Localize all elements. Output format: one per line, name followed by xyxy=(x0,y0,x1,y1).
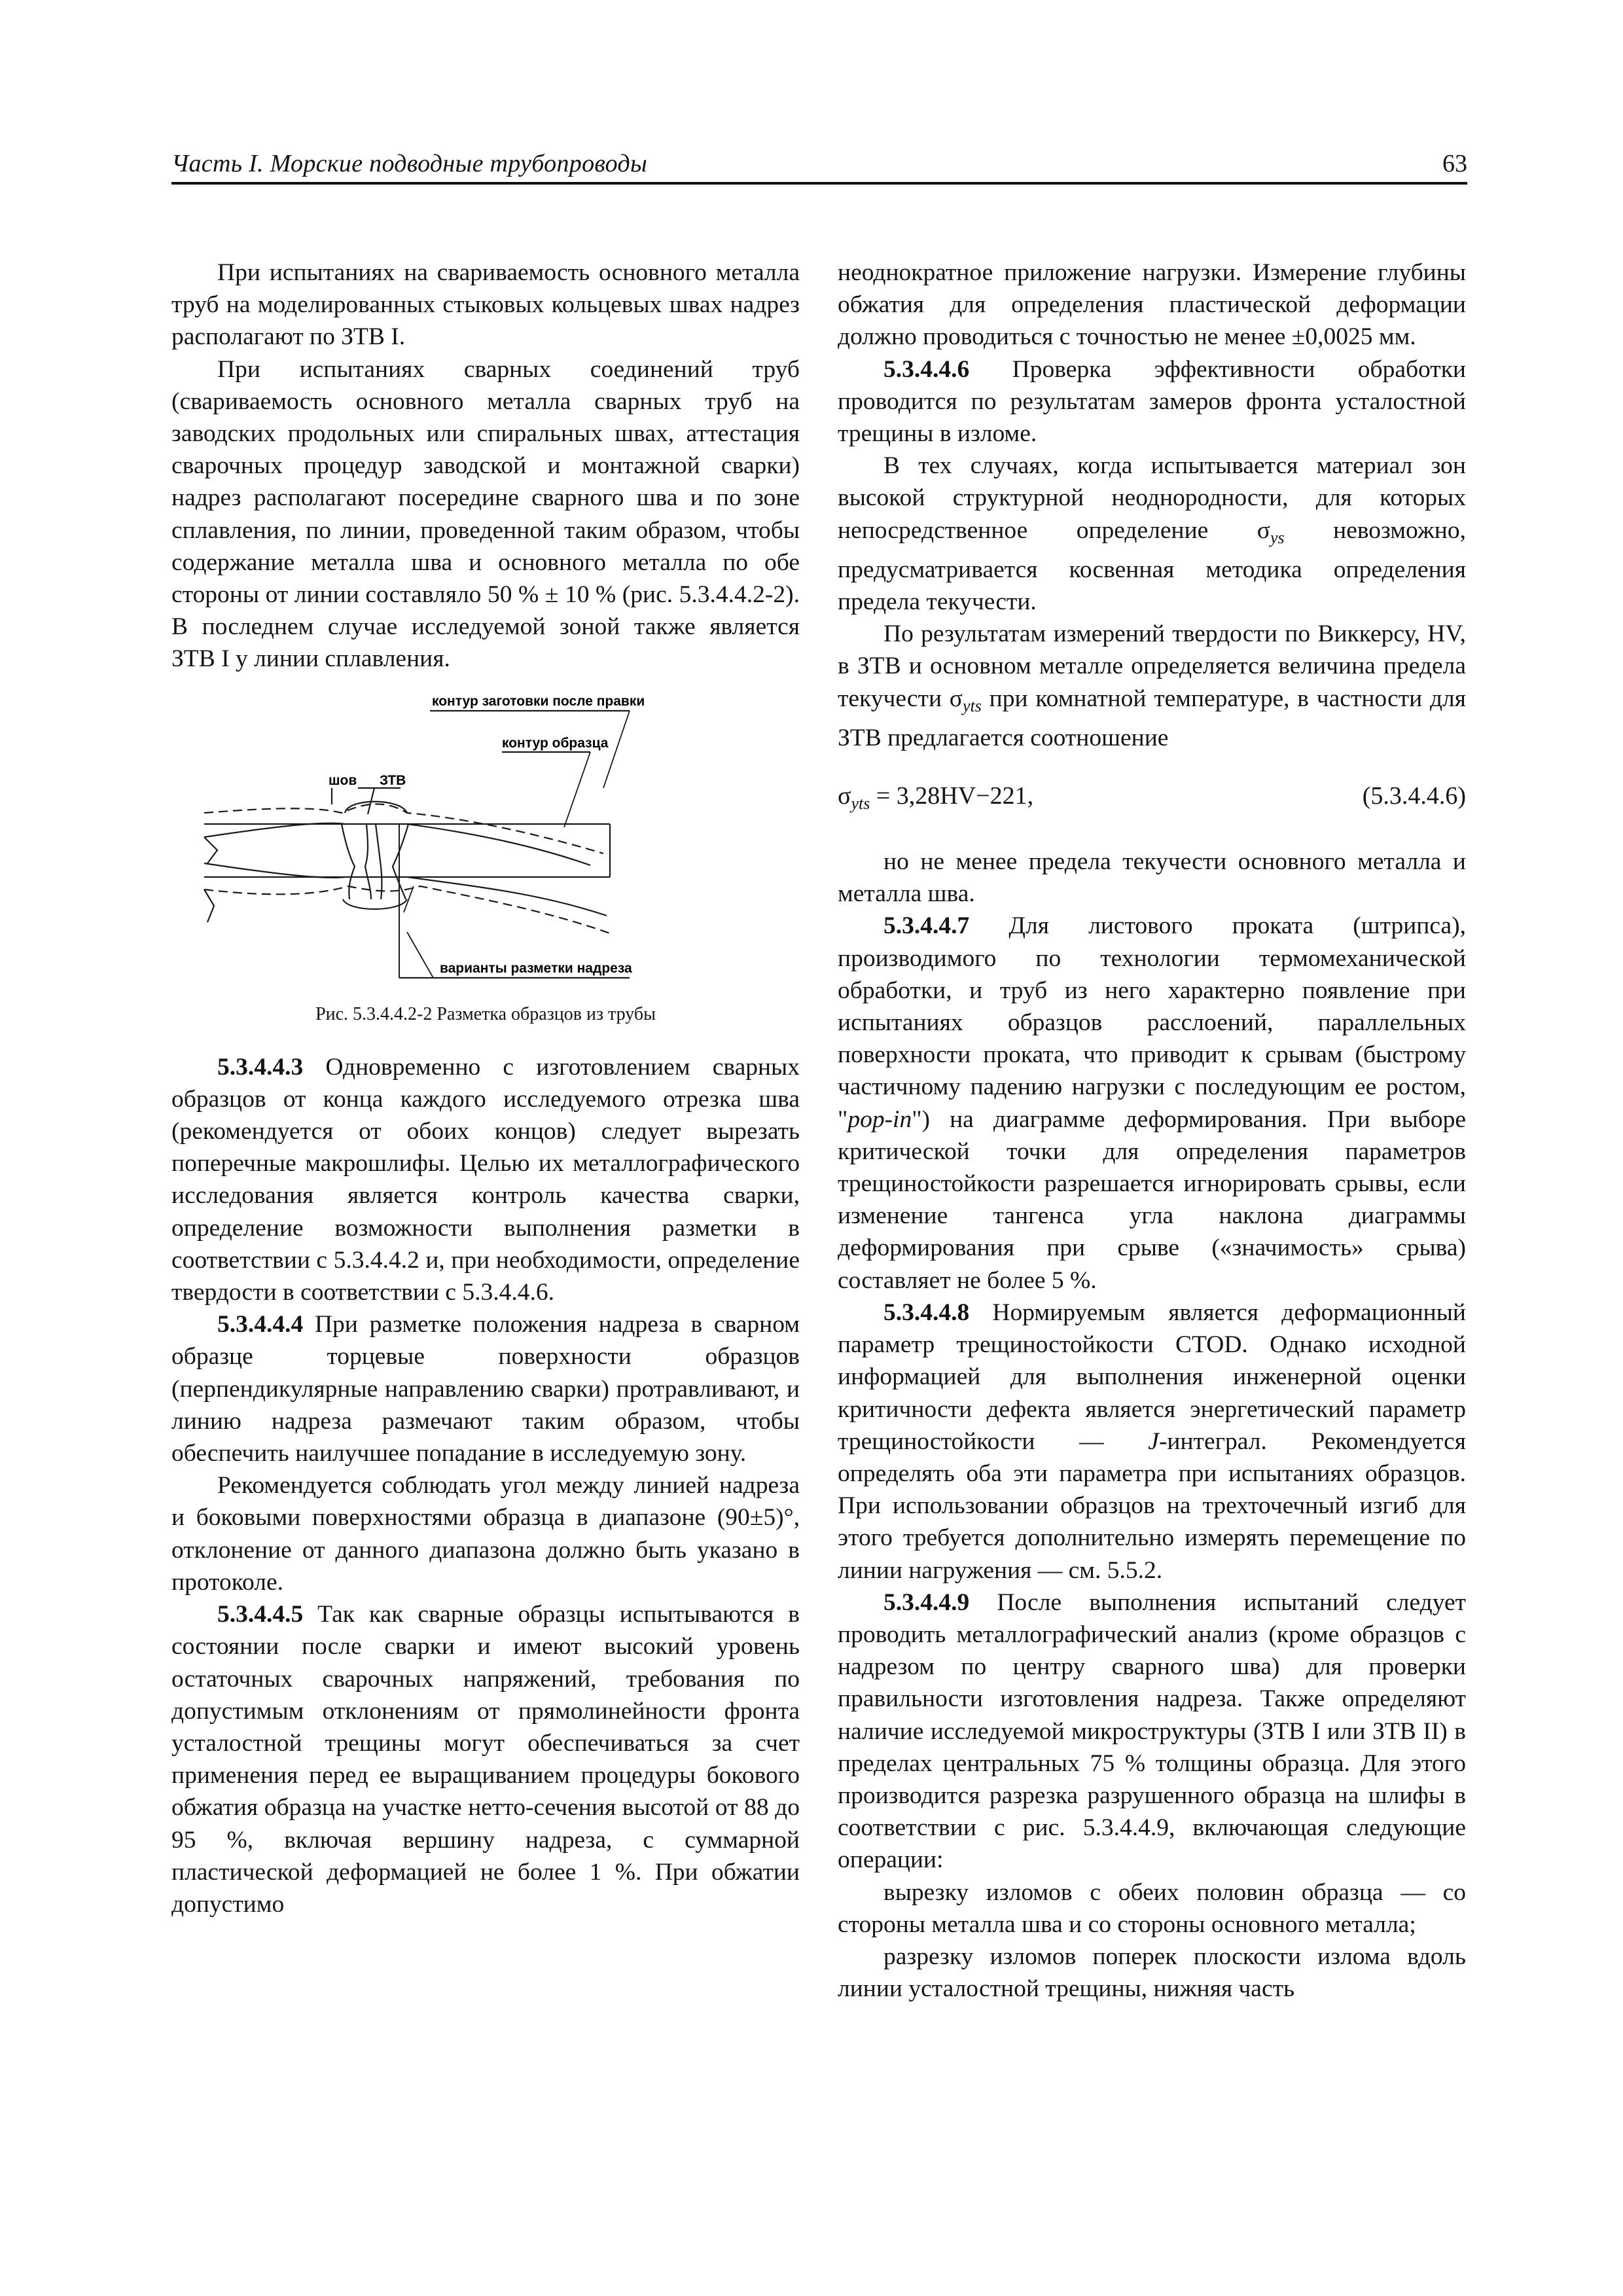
running-title: Часть I. Морские подводные трубопроводы xyxy=(171,150,648,177)
clause-number: 5.3.4.4.9 xyxy=(883,1588,970,1616)
left-column xyxy=(171,257,800,1920)
paragraph: Рекомендуется соблюдать угол между линией надреза и боковыми поверхностями образца в диапазоне (90±5)°, отклонение от данного диапазона должно быть указано в протоколе. xyxy=(171,1472,800,1596)
page-number: 63 xyxy=(1442,150,1467,177)
formula-number: (5.3.4.4.6) xyxy=(1362,782,1466,810)
figure-specimen-marking xyxy=(171,690,800,997)
clause-number: 5.3.4.4.5 xyxy=(217,1601,304,1628)
label-haz: ЗТВ xyxy=(380,772,406,788)
paragraph-text: Так как сварные образцы испытываются в состоянии после сварки и имеют высокий уровень остаточных сварочных напряжений, требования по допустимым отклонениям от прямолинейности фронта усталостной трещины могут обеспечиваться за счет применения перед ее выращиванием процедуры бокового обжатия образца на участке нетто-сечения высотой от 88 до 95 %, включая вершину надреза, с суммарной пластической деформацией не более 1 %. При обжатии допустимо xyxy=(171,1601,800,1918)
clause-number: 5.3.4.4.6 xyxy=(883,355,970,383)
label-weld: шов xyxy=(329,772,357,788)
page-header xyxy=(171,145,1467,185)
paragraph-text: Одновременно с изготовлением сварных образцов от конца каждого исследуемого отрезка шва (рекомендуется от обоих концов) следует вырезать поперечные макрошлифы. Целью их металлографического исследования является контроль качества сварки, определение возможности выполнения разметки в соответствии с 5.3.4.4.2 и, при необходимости, определение твердости в соответствии с 5.3.4.4.6. xyxy=(171,1053,800,1306)
paragraph-5-3-4-4-9 xyxy=(838,1587,1466,1876)
label-notch-variants: варианты разметки надреза xyxy=(440,960,632,976)
clause-number: 5.3.4.4.4 xyxy=(217,1311,304,1338)
paragraph: неоднократное приложение нагрузки. Измерение глубины обжатия для определения пластической деформации должно проводиться с точностью не менее ±0,0025 мм. xyxy=(838,259,1466,351)
label-blank-contour: контур заготовки после правки xyxy=(432,693,645,709)
pipe-section-diagram xyxy=(171,690,800,997)
figure-caption: Рис. 5.3.4.4.2-2 Разметка образцов из трубы xyxy=(315,1003,656,1024)
clause-number: 5.3.4.4.7 xyxy=(883,912,970,940)
paragraph-5-3-4-4-5 xyxy=(171,1598,800,1920)
paragraph-text: Проверка эффективности обработки проводится по результатам замеров фронта усталостной трещины в изломе. xyxy=(838,355,1466,448)
paragraph-text: При разметке положения надреза в сварном образце торцевые поверхности образцов (перпендикулярные направлению сварки) протравливают, и линию надреза размечают таким образом, чтобы обеспечить наилучшее попадание в исследуемую зону. xyxy=(171,1311,800,1467)
clause-number: 5.3.4.4.8 xyxy=(883,1299,970,1326)
list-item: вырезку изломов с обеих половин образца — со стороны металла шва и со стороны основного металла; xyxy=(838,1878,1466,1938)
paragraph: но не менее предела текучести основного металла и металла шва. xyxy=(838,848,1466,908)
formula-5-3-4-4-6 xyxy=(838,762,1466,840)
paragraph-text: После выполнения испытаний следует проводить металлографический анализ (кроме образцов с надрезом по центру сварного шва) для проверки правильности изготовления надреза. Также определяют наличие исследуемой микроструктуры (ЗТВ I или ЗТВ II) в пределах центральных 75 % толщины образца. Для этого производится разрезка разрушенного образца на шлифы в соответствии с рис. 5.3.4.4.9, включающая следующие операции: xyxy=(838,1588,1466,1874)
list-item: разрезку изломов поперек плоскости излома вдоль линии усталостной трещины, нижняя часть xyxy=(838,1943,1466,2003)
paragraph: При испытаниях сварных соединений труб (свариваемость основного металла сварных труб на заводских продольных или спиральных швах, аттестация сварочных процедур заводской и монтажной сварки) надрез располагают посередине сварного шва и по зоне сплавления, по линии, проведенной таким образом, чтобы содержание металла шва и основного металла по обе стороны от линии составляло 50 % ± 10 % (рис. 5.3.4.4.2-2). В последнем случае исследуемой зоной также является ЗТВ I у линии сплавления. xyxy=(171,355,800,673)
paragraph-5-3-4-4-3 xyxy=(171,1051,800,1309)
right-column xyxy=(838,257,1466,2005)
paragraph: В тех случаях, когда испытывается материал зон высокой структурной неоднородности, для которых непосредственное определение $\sigma_{ys}$ невозможно, предусматривается косвенная методика определения предела текучести. xyxy=(838,452,1466,616)
paragraph-5-3-4-4-7: 5.3.4.4.7 Для листового проката (штрипса), производимого по технологии термомеханической обработки, и труб из него характерно появление при испытаниях образцов расслоений, параллельных поверхности проката, что приводит к срывам (быстрому частичному падению нагрузки с последующим ее ростом, "pop-in") на диаграмме деформирования. При выборе критической точки для определения параметров трещиностойкости разрешается игнорировать срывы, если изменение тангенса угла наклона диаграммы деформирования при срыве («значимость» срыва) составляет не более 5 %. xyxy=(838,912,1466,1294)
formula-expression: $\sigma_{yts} = 3,28HV-221$, xyxy=(838,782,1034,814)
paragraph-5-3-4-4-4 xyxy=(171,1308,800,1469)
label-specimen-contour: контур образца xyxy=(502,735,609,751)
paragraph-5-3-4-4-8: 5.3.4.4.8 Нормируемым является деформационный параметр трещиностойкости CTOD. Однако исходной информацией для выполнения инженерной оценки критичности дефекта является энергетический параметр трещиностойкости — J-интеграл. Рекомендуется определять оба эти параметра при испытаниях образцов. При использовании образцов на трехточечный изгиб для этого требуется дополнительно измерять перемещение по линии нагружения — см. 5.5.2. xyxy=(838,1299,1466,1584)
paragraph-5-3-4-4-6 xyxy=(838,353,1466,450)
paragraph: При испытаниях на свариваемость основного металла труб на моделированных стыковых кольцевых швах надрез располагают по ЗТВ I. xyxy=(171,259,800,351)
clause-number: 5.3.4.4.3 xyxy=(217,1053,304,1081)
paragraph: По результатам измерений твердости по Виккерсу, HV, в ЗТВ и основном металле определяется величина предела текучести $\sigma_{yts}$ при комнатной температуре, в частности для ЗТВ предлагается соотношение xyxy=(838,620,1467,751)
